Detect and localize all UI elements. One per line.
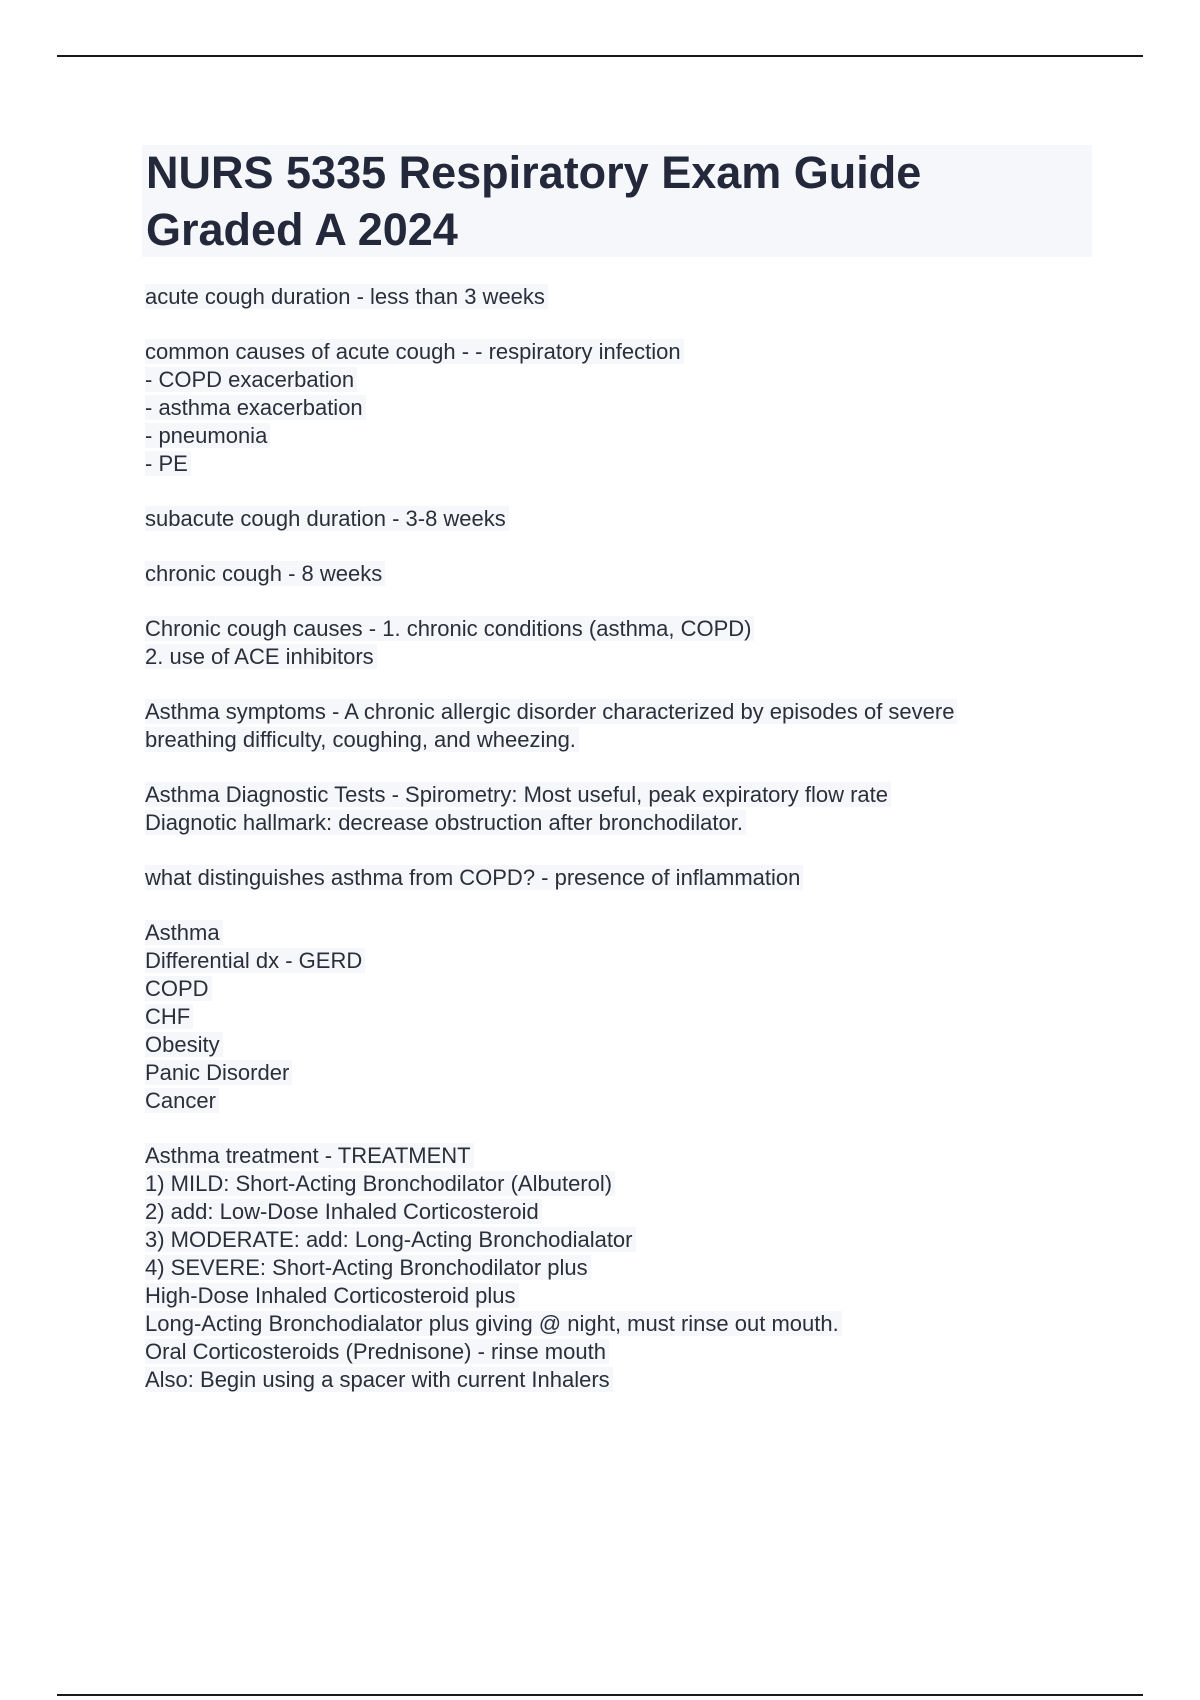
- flashcard: [145, 864, 1075, 892]
- flashcard-line: Differential dx - GERD: [145, 948, 365, 973]
- flashcard: [145, 338, 1075, 478]
- flashcard-line: Asthma symptoms - A chronic allergic disorder characterized by episodes of severe: [145, 699, 957, 724]
- flashcard: [145, 698, 1075, 754]
- flashcard-line: what distinguishes asthma from COPD? - presence of inflammation: [145, 865, 803, 890]
- flashcard-line: 1) MILD: Short-Acting Bronchodilator (Albuterol): [145, 1171, 615, 1196]
- flashcard: [145, 781, 1075, 837]
- flashcard: [145, 560, 1075, 588]
- title-line-1: NURS 5335 Respiratory Exam Guide: [146, 147, 922, 198]
- flashcard-line: Panic Disorder: [145, 1060, 292, 1085]
- flashcard-line: CHF: [145, 1004, 193, 1029]
- title-line-2: Graded A 2024: [146, 204, 458, 255]
- flashcard-line: Cancer: [145, 1088, 219, 1113]
- flashcard-line: - asthma exacerbation: [145, 395, 366, 420]
- flashcard-line: Diagnotic hallmark: decrease obstruction after bronchodilator.: [145, 810, 746, 835]
- flashcard-line: 2) add: Low-Dose Inhaled Corticosteroid: [145, 1199, 542, 1224]
- flashcard-line: COPD: [145, 976, 212, 1001]
- flashcard-line: - COPD exacerbation: [145, 367, 357, 392]
- flashcard: [145, 1142, 1075, 1394]
- bottom-divider: [57, 1694, 1143, 1696]
- flashcard-line: Asthma treatment - TREATMENT: [145, 1143, 474, 1168]
- flashcard-line: subacute cough duration - 3-8 weeks: [145, 506, 509, 531]
- flashcard-line: - PE: [145, 451, 191, 476]
- flashcard-line: Asthma: [145, 920, 223, 945]
- flashcard: [145, 283, 1075, 311]
- flashcard-line: 3) MODERATE: add: Long-Acting Bronchodialator: [145, 1227, 636, 1252]
- flashcard: [145, 505, 1075, 533]
- flashcard-list: [145, 283, 1075, 1421]
- top-divider: [57, 55, 1143, 57]
- flashcard-line: 2. use of ACE inhibitors: [145, 644, 377, 669]
- flashcard-line: Long-Acting Bronchodialator plus giving @ night, must rinse out mouth.: [145, 1311, 842, 1336]
- document-title: [146, 144, 1086, 258]
- flashcard: [145, 615, 1075, 671]
- flashcard-line: Asthma Diagnostic Tests - Spirometry: Most useful, peak expiratory flow rate: [145, 782, 891, 807]
- flashcard-line: 4) SEVERE: Short-Acting Bronchodilator plus: [145, 1255, 591, 1280]
- flashcard: [145, 919, 1075, 1115]
- flashcard-line: - pneumonia: [145, 423, 270, 448]
- flashcard-line: breathing difficulty, coughing, and wheezing.: [145, 727, 579, 752]
- flashcard-line: High-Dose Inhaled Corticosteroid plus: [145, 1283, 519, 1308]
- flashcard-line: chronic cough - 8 weeks: [145, 561, 385, 586]
- flashcard-line: Also: Begin using a spacer with current Inhalers: [145, 1367, 613, 1392]
- flashcard-line: Obesity: [145, 1032, 223, 1057]
- flashcard-line: Oral Corticosteroids (Prednisone) - rinse mouth: [145, 1339, 609, 1364]
- flashcard-line: common causes of acute cough - - respiratory infection: [145, 339, 684, 364]
- flashcard-line: Chronic cough causes - 1. chronic conditions (asthma, COPD): [145, 616, 754, 641]
- flashcard-line: acute cough duration - less than 3 weeks: [145, 284, 548, 309]
